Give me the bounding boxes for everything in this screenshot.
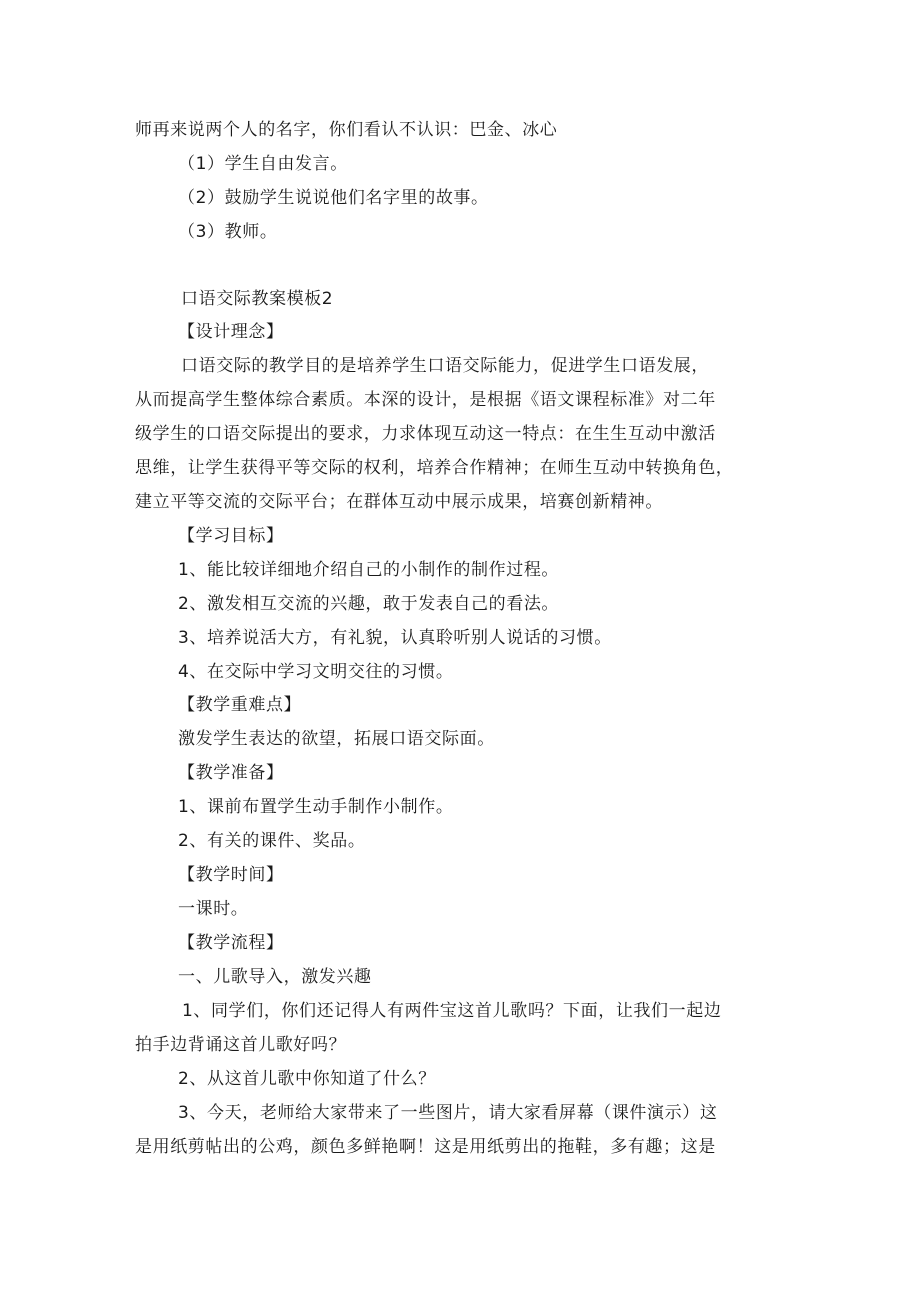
text-line: 1、同学们，你们还记得人有两件宝这首儿歌吗？下面，让我们一起边: [182, 1001, 722, 1021]
text-line: 拍手边背诵这首儿歌好吗？: [135, 1035, 347, 1055]
list-item: （2）鼓励学生说说他们名字里的故事。: [178, 188, 489, 208]
text-line: 级学生的口语交际提出的要求，力求体现互动这一特点：在生生互动中激活: [135, 424, 716, 444]
list-item: 3、培养说活大方，有礼貌，认真聆听别人说话的习惯。: [178, 628, 612, 648]
section-heading: 【学习目标】: [178, 526, 284, 546]
list-item: 2、有关的课件、奖品。: [178, 831, 366, 851]
section-title: 口语交际教案模板2: [181, 289, 334, 309]
text-line: 2、从这首儿歌中你知道了什么？: [178, 1069, 436, 1089]
text-line: 建立平等交流的交际平台；在群体互动中展示成果，培赛创新精神。: [135, 492, 663, 512]
text-line: 3、今天，老师给大家带来了一些图片，请大家看屏幕（课件演示）这: [178, 1103, 718, 1123]
text-line: 激发学生表达的欲望，拓展口语交际面。: [178, 729, 495, 749]
section-heading: 【教学准备】: [178, 763, 284, 783]
text-line: 口语交际的教学目的是培养学生口语交际能力，促进学生口语发展，: [181, 356, 709, 376]
list-item: （3）教师。: [178, 222, 278, 242]
text-line: 从而提高学生整体综合素质。本深的设计，是根据《语文课程标准》对二年: [135, 390, 716, 410]
list-item: 4、在交际中学习文明交往的习惯。: [178, 662, 454, 682]
text-line: 师再来说两个人的名字，你们看认不认识：巴金、冰心: [135, 120, 558, 140]
list-item: （1）学生自由发言。: [178, 154, 348, 174]
subsection-heading: 一、儿歌导入，激发兴趣: [178, 967, 372, 987]
section-heading: 【教学流程】: [178, 933, 284, 953]
text-line: 思维，让学生获得平等交际的权利，培养合作精神；在师生互动中转换角色，: [135, 458, 734, 478]
section-heading: 【教学时间】: [178, 865, 284, 885]
text-line: 一课时。: [178, 899, 249, 919]
section-heading: 【教学重难点】: [178, 695, 302, 715]
list-item: 2、激发相互交流的兴趣，敢于发表自己的看法。: [178, 594, 560, 614]
list-item: 1、能比较详细地介绍自己的小制作的制作过程。: [178, 560, 560, 580]
section-heading: 【设计理念】: [178, 322, 284, 342]
list-item: 1、课前布置学生动手制作小制作。: [178, 797, 454, 817]
text-line: 是用纸剪帖出的公鸡，颜色多鲜艳啊！这是用纸剪出的拖鞋，多有趣；这是: [135, 1137, 716, 1157]
